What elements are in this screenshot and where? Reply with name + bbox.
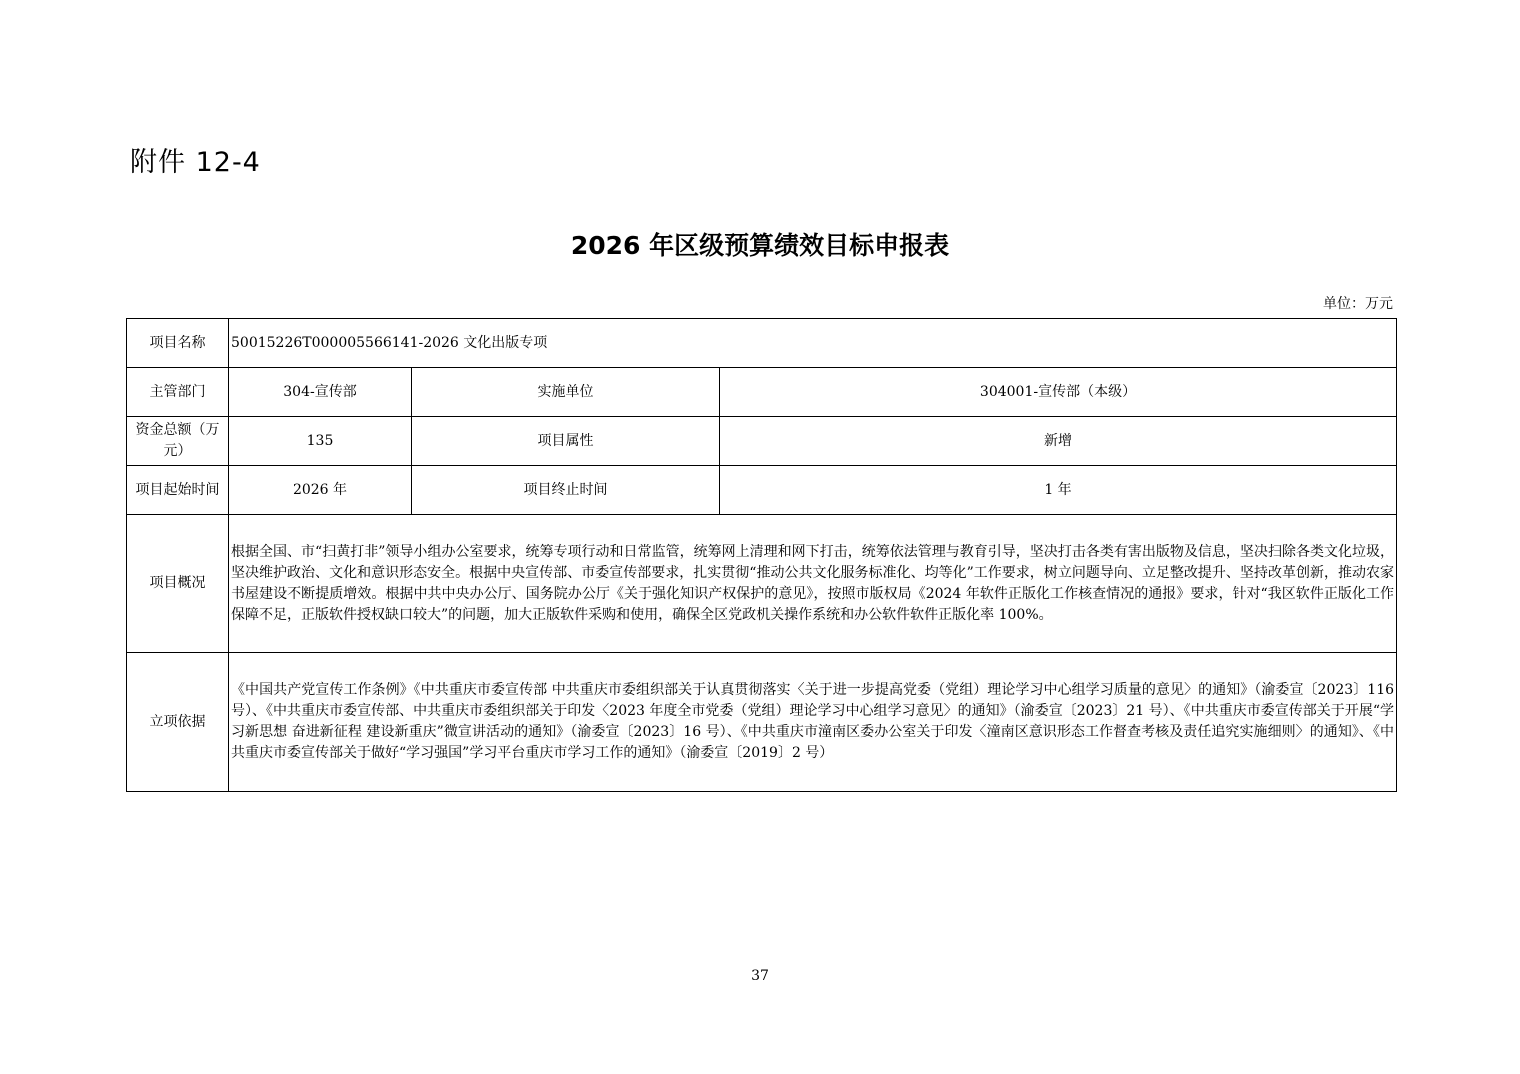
basis-label: 立项依据 (127, 653, 229, 792)
implementing-unit-label: 实施单位 (412, 368, 720, 417)
page-number: 37 (751, 968, 769, 984)
implementing-unit-value: 304001-宣传部（本级） (720, 368, 1397, 417)
budget-form-table (126, 318, 1397, 792)
total-funds-label: 资金总额（万元） (127, 417, 229, 466)
overview-label: 项目概况 (127, 515, 229, 653)
end-time-value: 1 年 (720, 466, 1397, 515)
row-overview (127, 515, 1397, 653)
project-attribute-label: 项目属性 (412, 417, 720, 466)
unit-label: 单位：万元 (1323, 296, 1393, 312)
row-basis (127, 653, 1397, 792)
row-funds (127, 417, 1397, 466)
row-department (127, 368, 1397, 417)
attachment-label: 附件 12-4 (130, 147, 261, 178)
start-time-value: 2026 年 (229, 466, 412, 515)
project-name-value: 50015226T000005566141-2026 文化出版专项 (229, 319, 1397, 368)
page-title: 2026 年区级预算绩效目标申报表 (570, 231, 950, 260)
department-value: 304-宣传部 (229, 368, 412, 417)
department-label: 主管部门 (127, 368, 229, 417)
total-funds-value: 135 (229, 417, 412, 466)
project-name-label: 项目名称 (127, 319, 229, 368)
basis-text: 《中国共产党宣传工作条例》《中共重庆市委宣传部 中共重庆市委组织部关于认真贯彻落实〈关于进一步提高党委（党组）理论学习中心组学习质量的意见〉的通知》（渝委宣〔2023〕116 号）、《中共重庆市委宣传部、中共重庆市委组织部关于印发〈2023 年度全市党委（党组）理论学习中心组学习意见〉的通知》（渝委宣〔2023〕21 号）、《中共重庆市委宣传部关于开展“学习新思想 奋进新征程 建设新重庆”微宣讲活动的通知》（渝委宣〔2023〕16 号）、《中共重庆市潼南区委办公室关于印发〈潼南区意识形态工作督查考核及责任追究实施细则〉的通知》、《中共重庆市委宣传部关于做好“学习强国”学习平台重庆市学习工作的通知》（渝委宣〔2019〕2 号） (229, 653, 1397, 792)
overview-text: 根据全国、市“扫黄打非”领导小组办公室要求，统筹专项行动和日常监管，统筹网上清理和网下打击，统筹依法管理与教育引导，坚决打击各类有害出版物及信息，坚决扫除各类文化垃圾，坚决维护政治、文化和意识形态安全。根据中央宣传部、市委宣传部要求，扎实贯彻“推动公共文化服务标准化、均等化”工作要求，树立问题导向、立足整改提升、坚持改革创新，推动农家书屋建设不断提质增效。根据中共中央办公厅、国务院办公厅《关于强化知识产权保护的意见》，按照市版权局《2024 年软件正版化工作核查情况的通报》要求，针对“我区软件正版化工作保障不足，正版软件授权缺口较大”的问题，加大正版软件采购和使用，确保全区党政机关操作系统和办公软件软件正版化率 100%。 (229, 515, 1397, 653)
project-attribute-value: 新增 (720, 417, 1397, 466)
row-time (127, 466, 1397, 515)
end-time-label: 项目终止时间 (412, 466, 720, 515)
start-time-label: 项目起始时间 (127, 466, 229, 515)
row-project-name (127, 319, 1397, 368)
